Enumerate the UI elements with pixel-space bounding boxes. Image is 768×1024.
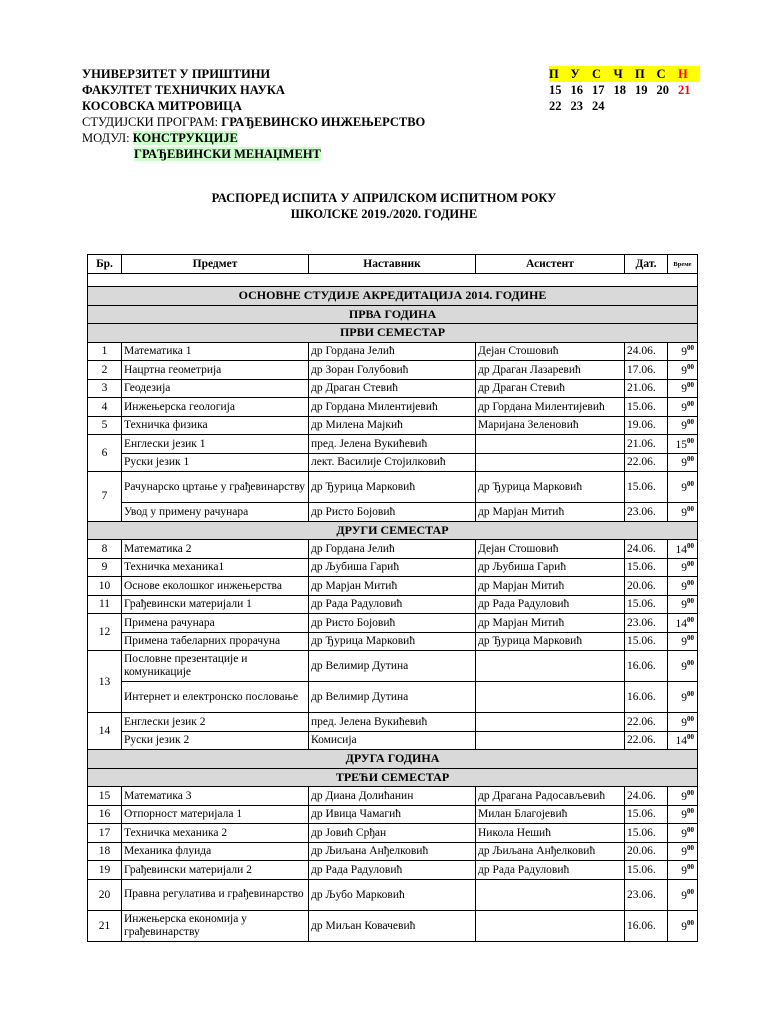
- assistant-cell: [476, 682, 625, 713]
- time-hour: 9: [681, 790, 687, 803]
- time-cell: [668, 651, 698, 682]
- teacher-cell: др Љубиша Гарић: [309, 558, 476, 577]
- date-17: 17: [592, 83, 605, 97]
- row-number: 12: [88, 614, 122, 651]
- calendar-week-1: [549, 82, 700, 98]
- time-hour: 9: [681, 716, 687, 729]
- time-cell: [668, 910, 698, 941]
- teacher-cell: др Ристо Бојовић: [309, 614, 476, 633]
- date-cell: 15.06.: [625, 595, 668, 614]
- date-23: 23: [570, 99, 583, 113]
- subject-cell: Примена табеларних прорачуна: [122, 632, 309, 651]
- time-hour: 15: [675, 438, 687, 451]
- time-cell: [668, 682, 698, 713]
- date-cell: 17.06.: [625, 361, 668, 380]
- subject-cell: Грађевински материјали 1: [122, 595, 309, 614]
- table-row: [88, 713, 698, 732]
- time-cell: [668, 361, 698, 380]
- table-row: [88, 861, 698, 880]
- subject-cell: Основе еколошког инжењерства: [122, 577, 309, 596]
- teacher-cell: др Ристо Бојовић: [309, 503, 476, 522]
- row-number: 2: [88, 361, 122, 380]
- row-number: 11: [88, 595, 122, 614]
- section-sem2: ДРУГИ СЕМЕСТАР: [88, 521, 698, 540]
- row-number: 13: [88, 651, 122, 713]
- table-row: [88, 614, 698, 633]
- assistant-cell: [476, 879, 625, 910]
- date-cell: 24.06.: [625, 540, 668, 559]
- time-hour: 14: [675, 617, 687, 630]
- row-number: 15: [88, 787, 122, 806]
- time-hour: 9: [681, 383, 687, 396]
- row-number: 19: [88, 861, 122, 880]
- row-number: 1: [88, 342, 122, 361]
- subject-cell: Отпорност материјала 1: [122, 805, 309, 824]
- table-row: [88, 540, 698, 559]
- subject-cell: Пословне презентације и комуникације: [122, 651, 309, 682]
- time-cell: [668, 577, 698, 596]
- time-hour: 9: [681, 401, 687, 414]
- subject-cell: Руски језик 2: [122, 731, 309, 750]
- time-cell: [668, 879, 698, 910]
- faculty-name: ФАКУЛТЕТ ТЕХНИЧКИХ НАУКА: [82, 83, 285, 97]
- assistant-cell: др Рада Радуловић: [476, 595, 625, 614]
- time-hour: 9: [681, 482, 687, 494]
- day-thu: Ч: [614, 66, 636, 82]
- table-row: [88, 731, 698, 750]
- teacher-cell: др Драган Стевић: [309, 379, 476, 398]
- time-minutes: 00: [687, 634, 694, 643]
- section-row: [88, 750, 698, 769]
- date-cell: 15.06.: [625, 632, 668, 651]
- assistant-cell: [476, 453, 625, 472]
- module-1: КОНСТРУКЦИЈЕ: [132, 131, 238, 145]
- date-19: 19: [635, 83, 648, 97]
- col-teacher: Наставник: [309, 255, 476, 274]
- subject-cell: Нацртна геометрија: [122, 361, 309, 380]
- date-cell: 22.06.: [625, 713, 668, 732]
- table-row: [88, 435, 698, 454]
- date-20: 20: [656, 83, 669, 97]
- time-minutes: 00: [687, 807, 694, 816]
- teacher-cell: др Миљан Ковачевић: [309, 910, 476, 941]
- day-sun: Н: [678, 66, 700, 82]
- teacher-cell: др Ђурица Марковић: [309, 472, 476, 503]
- calendar: [549, 66, 700, 114]
- subject-cell: Енглески језик 2: [122, 713, 309, 732]
- day-sat: С: [657, 66, 679, 82]
- university-name: УНИВЕРЗИТЕТ У ПРИШТИНИ: [82, 67, 271, 81]
- teacher-cell: др Ђурица Марковић: [309, 632, 476, 651]
- teacher-cell: др Љубо Марковић: [309, 879, 476, 910]
- spacer-cell: [88, 274, 698, 287]
- time-minutes: 00: [687, 418, 694, 427]
- teacher-cell: др Велимир Дутина: [309, 682, 476, 713]
- section-sem3: ТРЕЋИ СЕМЕСТАР: [88, 768, 698, 787]
- table-row: [88, 577, 698, 596]
- time-hour: 9: [681, 827, 687, 840]
- teacher-cell: др Ивица Чамагић: [309, 805, 476, 824]
- row-number: 7: [88, 472, 122, 522]
- subject-cell: Интернет и електронско пословање: [122, 682, 309, 713]
- time-hour: 9: [681, 864, 687, 877]
- document-header: [82, 66, 425, 162]
- table-row: [88, 651, 698, 682]
- time-cell: [668, 342, 698, 361]
- date-cell: 21.06.: [625, 435, 668, 454]
- title-line-2: ШКОЛСКЕ 2019./2020. ГОДИНЕ: [290, 207, 478, 221]
- time-cell: [668, 416, 698, 435]
- teacher-cell: др Љиљана Анђелковић: [309, 842, 476, 861]
- date-16: 16: [570, 83, 583, 97]
- teacher-cell: др Рада Радуловић: [309, 861, 476, 880]
- date-cell: 16.06.: [625, 651, 668, 682]
- time-minutes: 00: [687, 597, 694, 606]
- teacher-cell: др Велимир Дутина: [309, 651, 476, 682]
- header-row: [88, 255, 698, 274]
- subject-cell: Математика 1: [122, 342, 309, 361]
- col-assistant: Асистент: [476, 255, 625, 274]
- city-name: КОСОВСКА МИТРОВИЦА: [82, 99, 242, 113]
- section-row: [88, 521, 698, 540]
- col-number: Бр.: [88, 255, 122, 274]
- section-year2: ДРУГА ГОДИНА: [88, 750, 698, 769]
- subject-cell: Увод у примену рачунара: [122, 503, 309, 522]
- row-number: 5: [88, 416, 122, 435]
- time-minutes: 00: [687, 362, 694, 371]
- date-cell: 16.06.: [625, 910, 668, 941]
- date-cell: 23.06.: [625, 503, 668, 522]
- table-row: [88, 842, 698, 861]
- table-row: [88, 361, 698, 380]
- table-row: [88, 632, 698, 651]
- day-tue: У: [571, 66, 593, 82]
- time-hour: 9: [681, 636, 687, 649]
- time-minutes: 00: [687, 825, 694, 834]
- subject-cell: Техничка механика1: [122, 558, 309, 577]
- date-cell: 21.06.: [625, 379, 668, 398]
- row-number: 9: [88, 558, 122, 577]
- time-hour: 9: [681, 846, 687, 859]
- time-cell: [668, 503, 698, 522]
- time-minutes: 00: [687, 399, 694, 408]
- time-minutes: 00: [687, 615, 694, 624]
- time-cell: [668, 842, 698, 861]
- time-hour: 9: [681, 420, 687, 433]
- table-row: [88, 879, 698, 910]
- time-cell: [668, 540, 698, 559]
- subject-cell: Примена рачунара: [122, 614, 309, 633]
- time-cell: [668, 861, 698, 880]
- teacher-cell: др Зоран Голубовић: [309, 361, 476, 380]
- time-hour: 9: [681, 809, 687, 822]
- time-minutes: 00: [687, 714, 694, 723]
- subject-cell: Техничка физика: [122, 416, 309, 435]
- col-date: Дат.: [625, 255, 668, 274]
- date-cell: 20.06.: [625, 842, 668, 861]
- assistant-cell: [476, 713, 625, 732]
- assistant-cell: др Љиљана Анђелковић: [476, 842, 625, 861]
- subject-cell: Инжењерска економија у грађевинарству: [122, 910, 309, 941]
- calendar-days: [549, 66, 700, 82]
- date-cell: 23.06.: [625, 614, 668, 633]
- document-title: [0, 190, 768, 222]
- table-row: [88, 558, 698, 577]
- teacher-cell: др Диана Долићанин: [309, 787, 476, 806]
- time-hour: 9: [681, 920, 687, 933]
- semester-1: ПРВИ СЕМЕСТАР: [88, 324, 698, 343]
- section-row: [88, 324, 698, 343]
- subject-cell: Механика флуида: [122, 842, 309, 861]
- time-cell: [668, 787, 698, 806]
- teacher-cell: др Милена Мајкић: [309, 416, 476, 435]
- time-cell: [668, 453, 698, 472]
- time-minutes: 00: [687, 918, 694, 927]
- day-wed: С: [592, 66, 614, 82]
- time-minutes: 00: [687, 578, 694, 587]
- time-cell: [668, 731, 698, 750]
- time-hour: 9: [681, 364, 687, 377]
- table-row: [88, 379, 698, 398]
- assistant-cell: др Рада Радуловић: [476, 861, 625, 880]
- table-row: [88, 416, 698, 435]
- section-row: [88, 287, 698, 306]
- row-number: 3: [88, 379, 122, 398]
- date-cell: 15.06.: [625, 805, 668, 824]
- time-cell: [668, 398, 698, 417]
- time-cell: [668, 472, 698, 503]
- table-row: [88, 342, 698, 361]
- program-label: СТУДИЈСКИ ПРОГРАМ:: [82, 115, 222, 129]
- row-number: 10: [88, 577, 122, 596]
- time-hour: 9: [681, 661, 687, 673]
- date-18: 18: [613, 83, 626, 97]
- date-24: 24: [592, 99, 605, 113]
- date-cell: 22.06.: [625, 453, 668, 472]
- time-minutes: 00: [687, 480, 694, 488]
- date-15: 15: [549, 83, 562, 97]
- time-hour: 9: [681, 457, 687, 470]
- subject-cell: Техничка механика 2: [122, 824, 309, 843]
- assistant-cell: др Љубиша Гарић: [476, 558, 625, 577]
- time-hour: 9: [681, 692, 687, 704]
- assistant-cell: [476, 731, 625, 750]
- subject-cell: Инжењерска геологија: [122, 398, 309, 417]
- row-number: 17: [88, 824, 122, 843]
- date-22: 22: [549, 99, 562, 113]
- subject-cell: Геодезија: [122, 379, 309, 398]
- time-minutes: 00: [687, 541, 694, 550]
- time-cell: [668, 614, 698, 633]
- assistant-cell: др Марјан Митић: [476, 577, 625, 596]
- time-minutes: 00: [687, 844, 694, 853]
- time-hour: 14: [675, 543, 687, 556]
- time-hour: 9: [681, 599, 687, 612]
- date-cell: 16.06.: [625, 682, 668, 713]
- teacher-cell: др Гордана Јелић: [309, 342, 476, 361]
- table-row: [88, 682, 698, 713]
- date-cell: 15.06.: [625, 472, 668, 503]
- teacher-cell: пред. Јелена Вукићевић: [309, 435, 476, 454]
- assistant-cell: др Ђурица Марковић: [476, 472, 625, 503]
- subject-cell: Енглески језик 1: [122, 435, 309, 454]
- time-hour: 9: [681, 562, 687, 575]
- subject-cell: Грађевински материјали 2: [122, 861, 309, 880]
- row-number: 4: [88, 398, 122, 417]
- time-cell: [668, 632, 698, 651]
- exam-schedule-table: [87, 254, 698, 942]
- time-minutes: 00: [687, 862, 694, 871]
- date-cell: 15.06.: [625, 398, 668, 417]
- teacher-cell: др Гордана Милентијевић: [309, 398, 476, 417]
- assistant-cell: Дејан Стошовић: [476, 540, 625, 559]
- date-21: 21: [678, 83, 691, 97]
- time-cell: [668, 558, 698, 577]
- assistant-cell: др Драгана Радосављевић: [476, 787, 625, 806]
- row-number: 8: [88, 540, 122, 559]
- subject-cell: Рачунарско цртање у грађевинарству: [122, 472, 309, 503]
- subject-cell: Правна регулатива и грађевинарство: [122, 879, 309, 910]
- date-cell: 23.06.: [625, 879, 668, 910]
- col-time: Време: [668, 255, 698, 274]
- time-cell: [668, 713, 698, 732]
- module-label: МОДУЛ:: [82, 131, 133, 145]
- table-row: [88, 824, 698, 843]
- table-row: [88, 787, 698, 806]
- table-row: [88, 503, 698, 522]
- col-subject: Предмет: [122, 255, 309, 274]
- time-minutes: 00: [687, 455, 694, 464]
- assistant-cell: [476, 435, 625, 454]
- table-row: [88, 910, 698, 941]
- date-cell: 15.06.: [625, 558, 668, 577]
- time-cell: [668, 435, 698, 454]
- time-cell: [668, 824, 698, 843]
- time-cell: [668, 379, 698, 398]
- teacher-cell: пред. Јелена Вукићевић: [309, 713, 476, 732]
- program-value: ГРАЂЕВИНСКО ИНЖЕЊЕРСТВО: [221, 115, 426, 129]
- title-line-1: РАСПОРЕД ИСПИТА У АПРИЛСКОМ ИСПИТНОМ РОКУ: [211, 191, 557, 205]
- time-hour: 9: [681, 506, 687, 519]
- time-minutes: 00: [687, 690, 694, 698]
- teacher-cell: лект. Василије Стојилковић: [309, 453, 476, 472]
- assistant-cell: др Марјан Митић: [476, 614, 625, 633]
- assistant-cell: Маријана Зеленовић: [476, 416, 625, 435]
- schedule-body: [88, 255, 698, 942]
- time-minutes: 00: [687, 887, 694, 896]
- time-minutes: 00: [687, 788, 694, 797]
- module-2: ГРАЂЕВИНСКИ МЕНАЏМЕНТ: [134, 147, 321, 161]
- section-main: ОСНОВНЕ СТУДИЈЕ АКРЕДИТАЦИЈА 2014. ГОДИНЕ: [88, 287, 698, 306]
- table-row: [88, 472, 698, 503]
- row-number: 20: [88, 879, 122, 910]
- time-minutes: 00: [687, 733, 694, 742]
- section-row: [88, 305, 698, 324]
- row-number: 16: [88, 805, 122, 824]
- table-row: [88, 595, 698, 614]
- day-fri: П: [635, 66, 657, 82]
- row-number: 18: [88, 842, 122, 861]
- assistant-cell: др Гордана Милентијевић: [476, 398, 625, 417]
- time-minutes: 00: [687, 344, 694, 353]
- date-cell: 22.06.: [625, 731, 668, 750]
- date-cell: 15.06.: [625, 861, 668, 880]
- assistant-cell: [476, 651, 625, 682]
- assistant-cell: Милан Благојевић: [476, 805, 625, 824]
- time-cell: [668, 805, 698, 824]
- time-cell: [668, 595, 698, 614]
- time-minutes: 00: [687, 504, 694, 513]
- subject-cell: Руски језик 1: [122, 453, 309, 472]
- assistant-cell: Никола Нешић: [476, 824, 625, 843]
- teacher-cell: Комисија: [309, 731, 476, 750]
- row-number: 14: [88, 713, 122, 750]
- date-cell: 19.06.: [625, 416, 668, 435]
- assistant-cell: др Марјан Митић: [476, 503, 625, 522]
- row-number: 21: [88, 910, 122, 941]
- time-hour: 9: [681, 889, 687, 902]
- time-minutes: 00: [687, 659, 694, 667]
- spacer-row: [88, 274, 698, 287]
- time-minutes: 00: [687, 381, 694, 390]
- assistant-cell: Дејан Стошовић: [476, 342, 625, 361]
- subject-cell: Математика 3: [122, 787, 309, 806]
- time-hour: 9: [681, 580, 687, 593]
- teacher-cell: др Јовић Срђан: [309, 824, 476, 843]
- year-1: ПРВА ГОДИНА: [88, 305, 698, 324]
- date-cell: 24.06.: [625, 787, 668, 806]
- time-minutes: 00: [687, 436, 694, 445]
- teacher-cell: др Марјан Митић: [309, 577, 476, 596]
- date-cell: 24.06.: [625, 342, 668, 361]
- section-row: [88, 768, 698, 787]
- assistant-cell: др Драган Лазаревић: [476, 361, 625, 380]
- day-mon: П: [549, 66, 571, 82]
- assistant-cell: др Драган Стевић: [476, 379, 625, 398]
- table-row: [88, 398, 698, 417]
- time-hour: 14: [675, 735, 687, 748]
- row-number: 6: [88, 435, 122, 472]
- teacher-cell: др Гордана Јелић: [309, 540, 476, 559]
- subject-cell: Математика 2: [122, 540, 309, 559]
- table-row: [88, 453, 698, 472]
- time-hour: 9: [681, 346, 687, 359]
- teacher-cell: др Рада Радуловић: [309, 595, 476, 614]
- assistant-cell: [476, 910, 625, 941]
- table-row: [88, 805, 698, 824]
- date-cell: 15.06.: [625, 824, 668, 843]
- time-minutes: 00: [687, 560, 694, 569]
- date-cell: 20.06.: [625, 577, 668, 596]
- assistant-cell: др Ђурица Марковић: [476, 632, 625, 651]
- calendar-week-2: [549, 98, 700, 114]
